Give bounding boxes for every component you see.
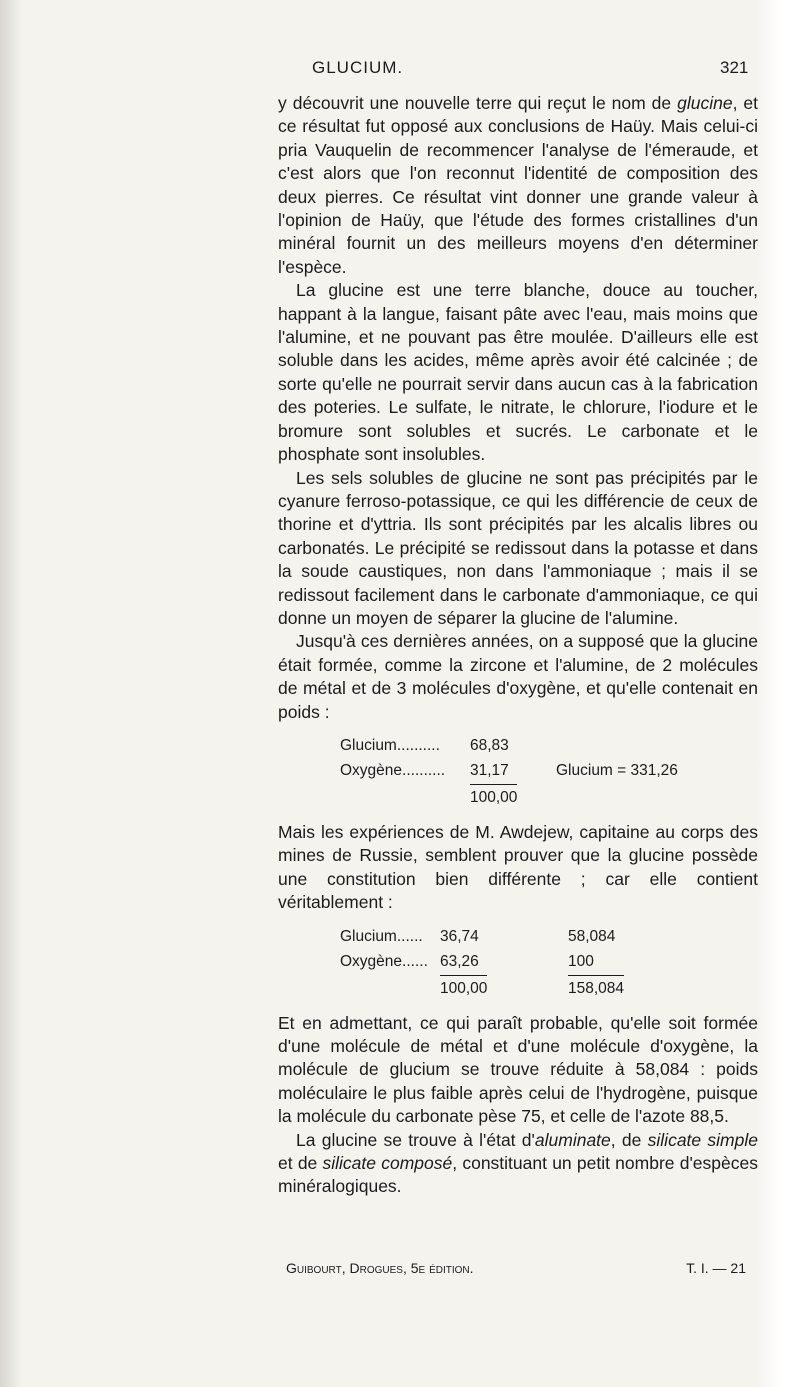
italic-term: silicate composé (322, 1153, 453, 1174)
binding-shadow (0, 0, 22, 1387)
footer-signature: T. I. — 21 (686, 1260, 746, 1276)
italic-term: silicate simple (647, 1129, 758, 1150)
paragraph: Les sels solubles de glucine ne sont pas précipités par le cyanure ferroso-potassique, ce qui les différencie de ceux de thorine et d'yttria. Ils sont précipités par les alcalis libres ou carbonatés. Le précipité se redissout dans la potasse et dans la soude caustiques, non dans l'ammoniaque ; mais il se redissout facilement dans le carbonate d'ammoniaque, ce qui donne un moyen de séparer la glucine de l'alumine. (278, 467, 758, 628)
table-equivalence: Glucium = 331,26 (556, 761, 678, 779)
text-run: , de (610, 1129, 648, 1150)
table-label: Oxygène.......... (340, 761, 446, 779)
table-value: 31,17 (470, 761, 509, 779)
table-label: Glucium...... (340, 927, 423, 945)
page-number: 321 (720, 58, 749, 77)
italic-term: aluminate (534, 1129, 611, 1150)
text-run: , constituant un petit nombre d'espèces minéralogiques. (278, 1153, 758, 1197)
table-label: Glucium.......... (340, 736, 440, 754)
text-run: et de (278, 1153, 323, 1174)
composition-table-1-total (278, 784, 758, 809)
table-total: 100,00 (440, 975, 487, 1000)
paragraph: Et en admettant, ce qui paraît probable, qu'elle soit formée d'une molécule de métal et d'une molécule d'oxygène, la molécule de glucium se trouve réduite à 58,084 : poids moléculaire le plus faible après celui de l'hydrogène, puisque la molécule du carbonate pèse 75, et celle de l'azote 88,5. (278, 1012, 758, 1127)
table-value-2: 58,084 (568, 927, 616, 945)
composition-table-2 (278, 925, 758, 950)
paragraph (278, 1129, 758, 1199)
composition-table-1-row2 (278, 759, 758, 784)
text-run: La glucine se trouve à l'état d' (296, 1129, 535, 1150)
running-head: GLUCIUM. (312, 58, 404, 77)
paragraph: y découvrit une nouvelle terre qui reçut le nom de glucine, et ce résultat fut opposé aux conclusions de Haüy. Mais celui-ci pria Vauquelin de recommencer l'analyse de l'émeraude, et c'est alors que l'on reconnut l'identité de composition des deux pierres. Ce résultat vint donner une grande valeur à l'opinion de Haüy, que l'étude des formes cristallines d'un minéral fournit un des meilleurs moyens d'en déterminer l'espèce. (278, 93, 758, 277)
paragraph: La glucine est une terre blanche, douce au toucher, happant à la langue, faisant pâte avec l'eau, mais moins que l'alumine, et ne pouvant pas être moulée. D'ailleurs elle est soluble dans les acides, même après avoir été calcinée ; de sorte qu'elle ne pourrait servir dans aucun cas à la fabrication des poteries. Le sulfate, le nitrate, le chlorure, l'iodure et le bromure sont solubles et sucrés. Le carbonate et le phosphate sont insolubles. (278, 280, 758, 465)
composition-table-2-row2 (278, 950, 758, 975)
paragraph: Jusqu'à ces dernières années, on a supposé que la glucine était formée, comme la zircone et l'alumine, de 2 molécules de métal et de 3 molécules d'oxygène, et qu'elle contenait en poids : (278, 631, 758, 722)
table-value: 68,83 (470, 736, 509, 754)
paragraph: Mais les expériences de M. Awdejew, capitaine au corps des mines de Russie, semblent prouver que la glucine possède une constitution bien différente ; car elle contient véritablement : (278, 821, 758, 913)
footer-citation: Guibourt, Drogues, 5e édition. (286, 1260, 474, 1276)
page-header (0, 58, 800, 86)
table-total-2: 158,084 (568, 975, 624, 1000)
table-value: 63,26 (440, 952, 479, 970)
page-footer (286, 1260, 746, 1282)
composition-table-1 (278, 734, 758, 759)
table-value-2: 100 (568, 952, 594, 970)
page-edge (756, 0, 800, 1387)
table-label: Oxygène...... (340, 952, 428, 970)
composition-table-2-total (278, 975, 758, 1000)
body-text (278, 92, 758, 1199)
table-total: 100,00 (470, 784, 517, 809)
table-value: 36,74 (440, 927, 479, 945)
